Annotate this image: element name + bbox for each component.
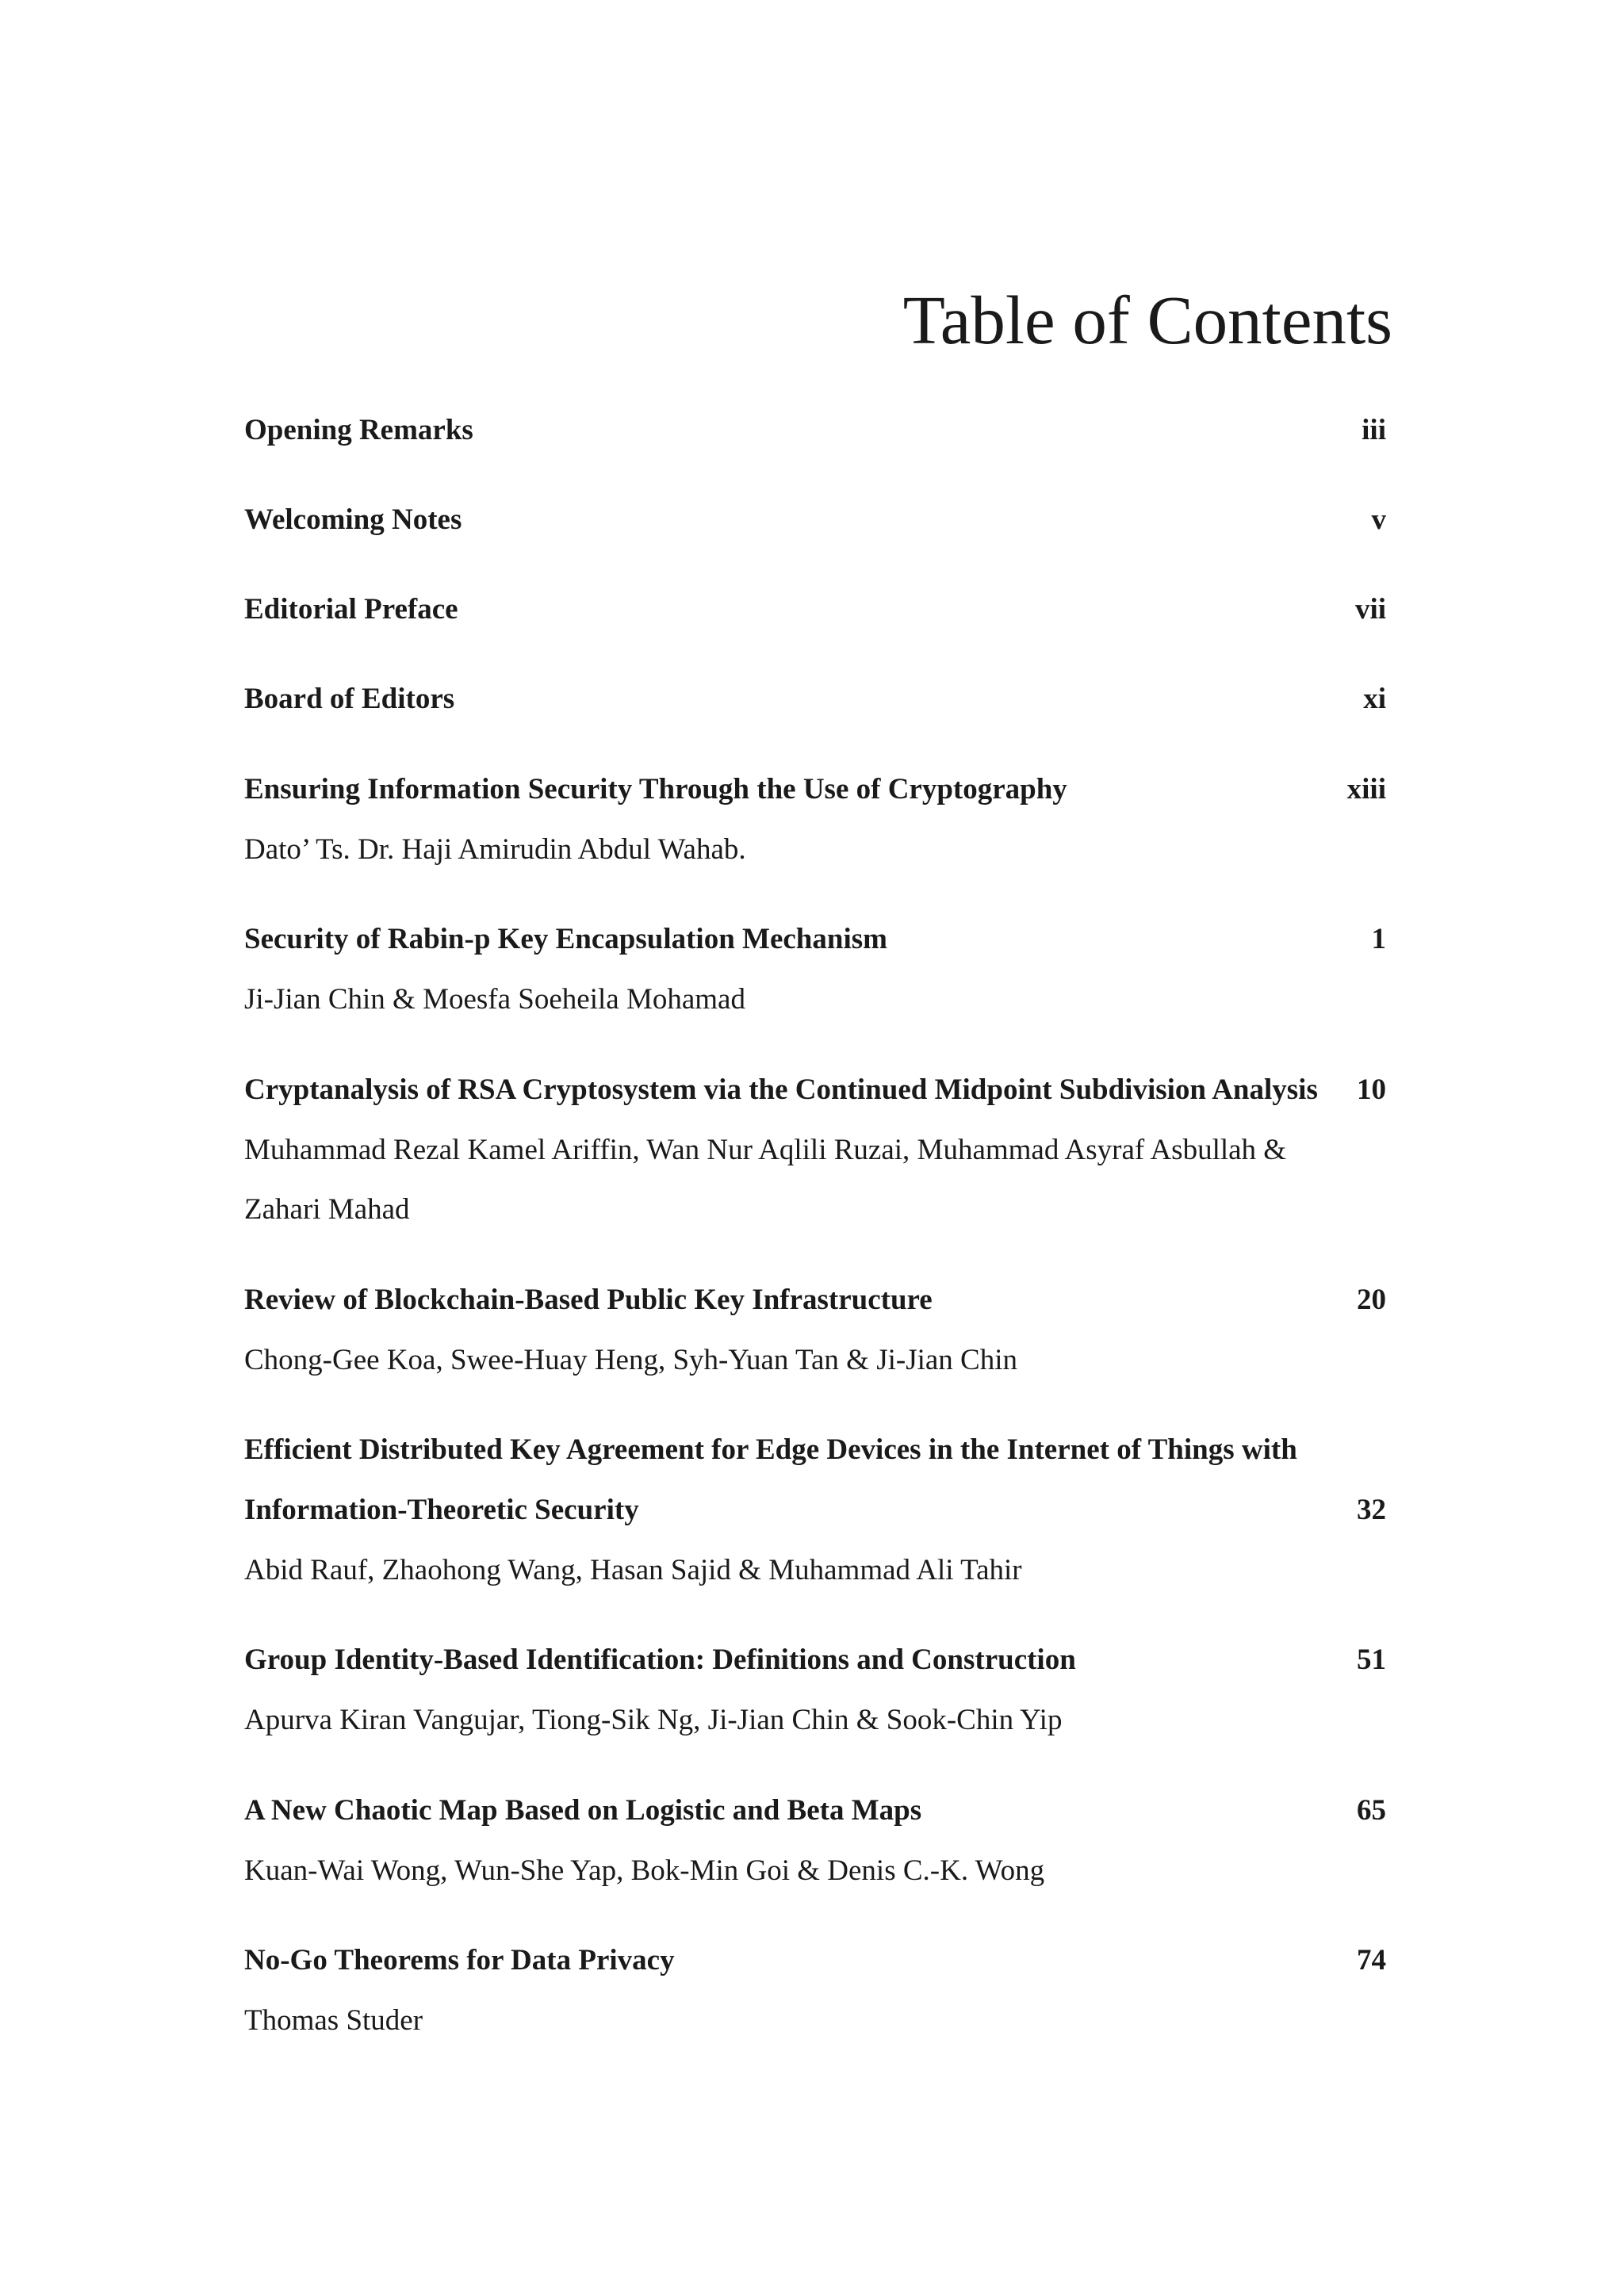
toc-entry-page: 20 (1357, 1284, 1386, 1316)
toc-entry-title: Cryptanalysis of RSA Cryptosystem via the Continued Midpoint Subdivision Analysis (244, 1073, 1318, 1106)
toc-entry-opening-remarks[interactable] (244, 411, 1386, 450)
toc-entry-authors: Chong-Gee Koa, Swee-Huay Heng, Syh-Yuan Tan & Ji-Jian Chin (244, 1344, 1018, 1376)
toc-entry-authors: Dato’ Ts. Dr. Haji Amirudin Abdul Wahab. (244, 833, 746, 866)
page-title: Table of Contents (902, 281, 1392, 358)
toc-entry-page: 32 (1357, 1494, 1386, 1526)
toc-entry-page: xi (1363, 683, 1386, 715)
toc-entry-welcoming-notes[interactable] (244, 501, 1386, 539)
toc-entry-authors: Abid Rauf, Zhaohong Wang, Hasan Sajid & Muhammad Ali Tahir (244, 1554, 1022, 1586)
toc-entry-authors: Muhammad Rezal Kamel Ariffin, Wan Nur Aqlili Ruzai, Muhammad Asyraf Asbullah & (244, 1134, 1287, 1166)
toc-entry-ensuring-information-security[interactable] (244, 771, 1386, 809)
toc-entry-page: 1 (1371, 923, 1386, 955)
toc-entry-blockchain-pki[interactable] (244, 1281, 1386, 1319)
toc-entry-title: Board of Editors (244, 683, 455, 715)
toc-entry-chaotic-map[interactable] (244, 1792, 1386, 1830)
toc-entry-authors: Kuan-Wai Wong, Wun-She Yap, Bok-Min Goi & Denis C.-K. Wong (244, 1854, 1045, 1887)
toc-entry-distributed-key-agreement[interactable] (244, 1431, 1386, 1469)
toc-entry-rsa-cryptanalysis[interactable] (244, 1071, 1386, 1109)
toc-entry-page: 74 (1357, 1944, 1386, 1976)
toc-entry-group-ibi[interactable] (244, 1641, 1386, 1679)
toc-entry-page: xiii (1346, 773, 1386, 806)
toc-entry-title: Ensuring Information Security Through the Use of Cryptography (244, 773, 1067, 806)
toc-entry-authors: Thomas Studer (244, 2004, 423, 2037)
toc-entry-authors: Apurva Kiran Vangujar, Tiong-Sik Ng, Ji-Jian Chin & Sook-Chin Yip (244, 1704, 1063, 1736)
toc-entry-page: 51 (1357, 1644, 1386, 1676)
toc-entry-page: vii (1354, 593, 1386, 626)
toc-entry-authors: Ji-Jian Chin & Moesfa Soeheila Mohamad (244, 983, 745, 1016)
toc-entry-authors-continued: Zahari Mahad (244, 1193, 410, 1226)
toc-entry-editorial-preface[interactable] (244, 591, 1386, 629)
toc-entry-page: 65 (1357, 1794, 1386, 1827)
toc-entry-title: Group Identity-Based Identification: Definitions and Construction (244, 1644, 1076, 1676)
toc-entry-title: Efficient Distributed Key Agreement for Edge Devices in the Internet of Things with (244, 1433, 1297, 1466)
toc-entry-title: Editorial Preface (244, 593, 458, 626)
toc-entry-title: Welcoming Notes (244, 503, 462, 536)
toc-entry-board-of-editors[interactable] (244, 680, 1386, 718)
toc-entry-rabin-p-kem[interactable] (244, 920, 1386, 959)
toc-entry-page: 10 (1357, 1073, 1386, 1106)
toc-entry-title-continued: Information-Theoretic Security (244, 1494, 639, 1526)
toc-entry-page: v (1371, 503, 1386, 536)
toc-entry-no-go-theorems[interactable] (244, 1942, 1386, 1980)
toc-entry-title: Opening Remarks (244, 414, 473, 446)
toc-entry-title: A New Chaotic Map Based on Logistic and Beta Maps (244, 1794, 922, 1827)
toc-entry-title: Security of Rabin-p Key Encapsulation Mechanism (244, 923, 887, 955)
toc-entry-title: Review of Blockchain-Based Public Key Infrastructure (244, 1284, 933, 1316)
toc-entry-title: No-Go Theorems for Data Privacy (244, 1944, 675, 1976)
toc-entry-page: iii (1362, 414, 1386, 446)
toc-entry-distributed-key-agreement-continued[interactable] (244, 1491, 1386, 1529)
